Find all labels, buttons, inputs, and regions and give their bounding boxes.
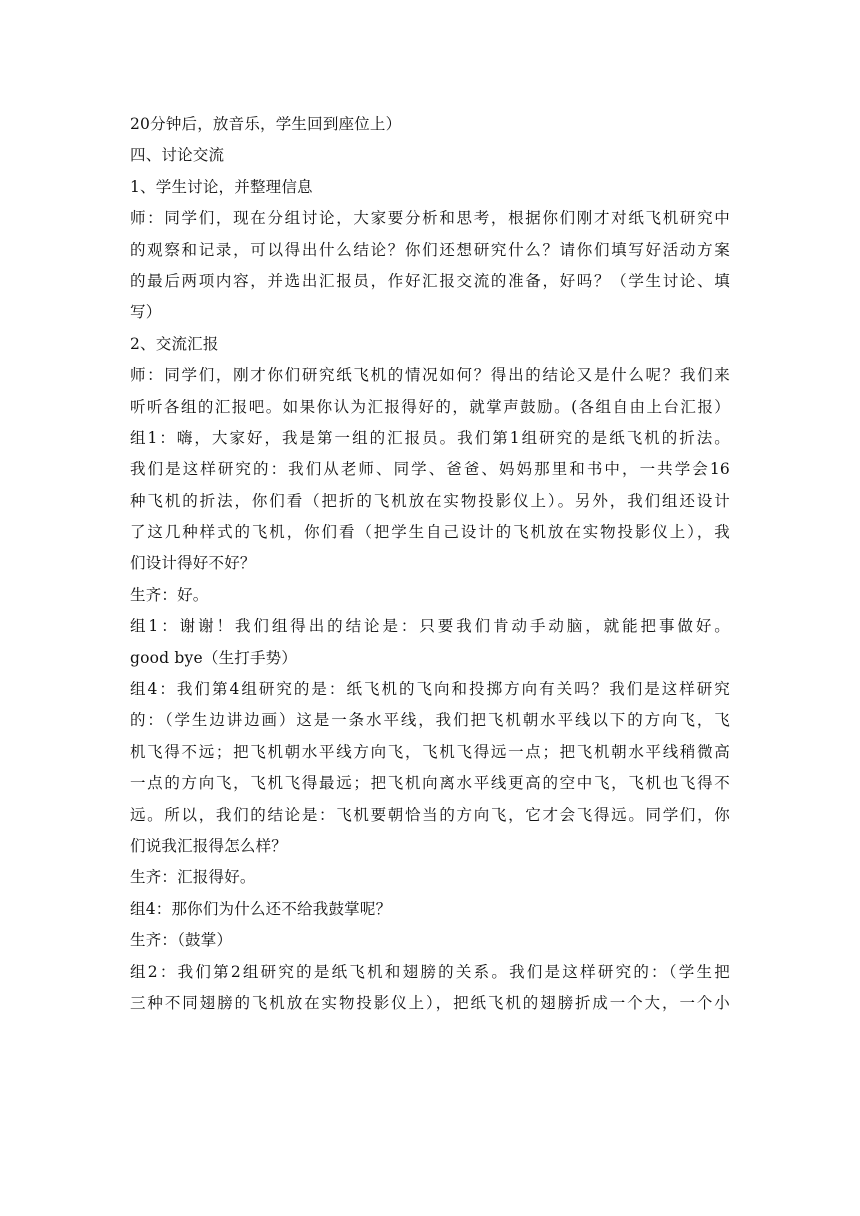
text-line: 1、学生讨论，并整理信息 (130, 177, 313, 196)
text-line: 2、交流汇报 (130, 334, 219, 353)
text-line: 我们是这样研究的：我们从老师、同学、爸爸、妈妈那里和书中，一共学会16 (130, 460, 730, 479)
text-line: 一点的方向飞，飞机飞得最远；把飞机向离水平线更高的空中飞，飞机也飞得不 (130, 774, 730, 793)
text-line: 的最后两项内容，并选出汇报员，作好汇报交流的准备，好吗？（学生讨论、填 (130, 271, 730, 290)
text-line: 20分钟后，放音乐，学生回到座位上） (130, 115, 402, 133)
text-line: 机飞得不远；把飞机朝水平线方向飞，飞机飞得远一点；把飞机朝水平线稍微高 (130, 742, 730, 761)
text-line: 组1：嗨，大家好，我是第一组的汇报员。我们第1组研究的是纸飞机的折法。 (130, 428, 730, 447)
text-line: 写） (130, 303, 162, 322)
text-line: 远。所以，我们的结论是：飞机要朝恰当的方向飞，它才会飞得远。同学们，你 (130, 805, 730, 824)
text-line: 们设计得好不好？ (130, 554, 256, 573)
text-line: 三种不同翅膀的飞机放在实物投影仪上），把纸飞机的翅膀折成一个大，一个小 (130, 993, 730, 1012)
text-line: 生齐：好。 (130, 585, 209, 604)
text-line: 组1：谢谢！我们组得出的结论是：只要我们肯动手动脑，就能把事做好。 (130, 617, 730, 636)
text-line: 组2：我们第2组研究的是纸飞机和翅膀的关系。我们是这样研究的：（学生把 (130, 962, 730, 981)
text-line: 组4：那你们为什么还不给我鼓掌呢？ (130, 899, 392, 918)
document-body (130, 109, 730, 1019)
text-line: good bye（生打手势） (130, 648, 298, 667)
text-line: 师：同学们，刚才你们研究纸飞机的情况如何？得出的结论又是什么呢？我们来 (130, 366, 730, 385)
text-line: 四、讨论交流 (130, 146, 225, 165)
text-line: 了这几种样式的飞机，你们看（把学生自己设计的飞机放在实物投影仪上），我 (130, 523, 730, 542)
text-line: 师：同学们，现在分组讨论，大家要分析和思考，根据你们刚才对纸飞机研究中 (130, 209, 730, 228)
text-line: 种飞机的折法，你们看（把折的飞机放在实物投影仪上）。另外，我们组还设计 (130, 491, 730, 510)
text-line: 生齐：（鼓掌） (130, 931, 233, 950)
text-line: 生齐：汇报得好。 (130, 868, 256, 887)
text-line: 的：（学生边讲边画）这是一条水平线，我们把飞机朝水平线以下的方向飞，飞 (130, 711, 730, 730)
text-line: 听听各组的汇报吧。如果你认为汇报得好的，就掌声鼓励。(各组自由上台汇报） (130, 397, 730, 416)
text-line: 的观察和记录，可以得出什么结论？你们还想研究什么？请你们填写好活动方案 (130, 240, 730, 259)
text-line: 们说我汇报得怎么样？ (130, 836, 288, 855)
text-line: 组4：我们第4组研究的是：纸飞机的飞向和投掷方向有关吗？我们是这样研究 (130, 680, 730, 699)
